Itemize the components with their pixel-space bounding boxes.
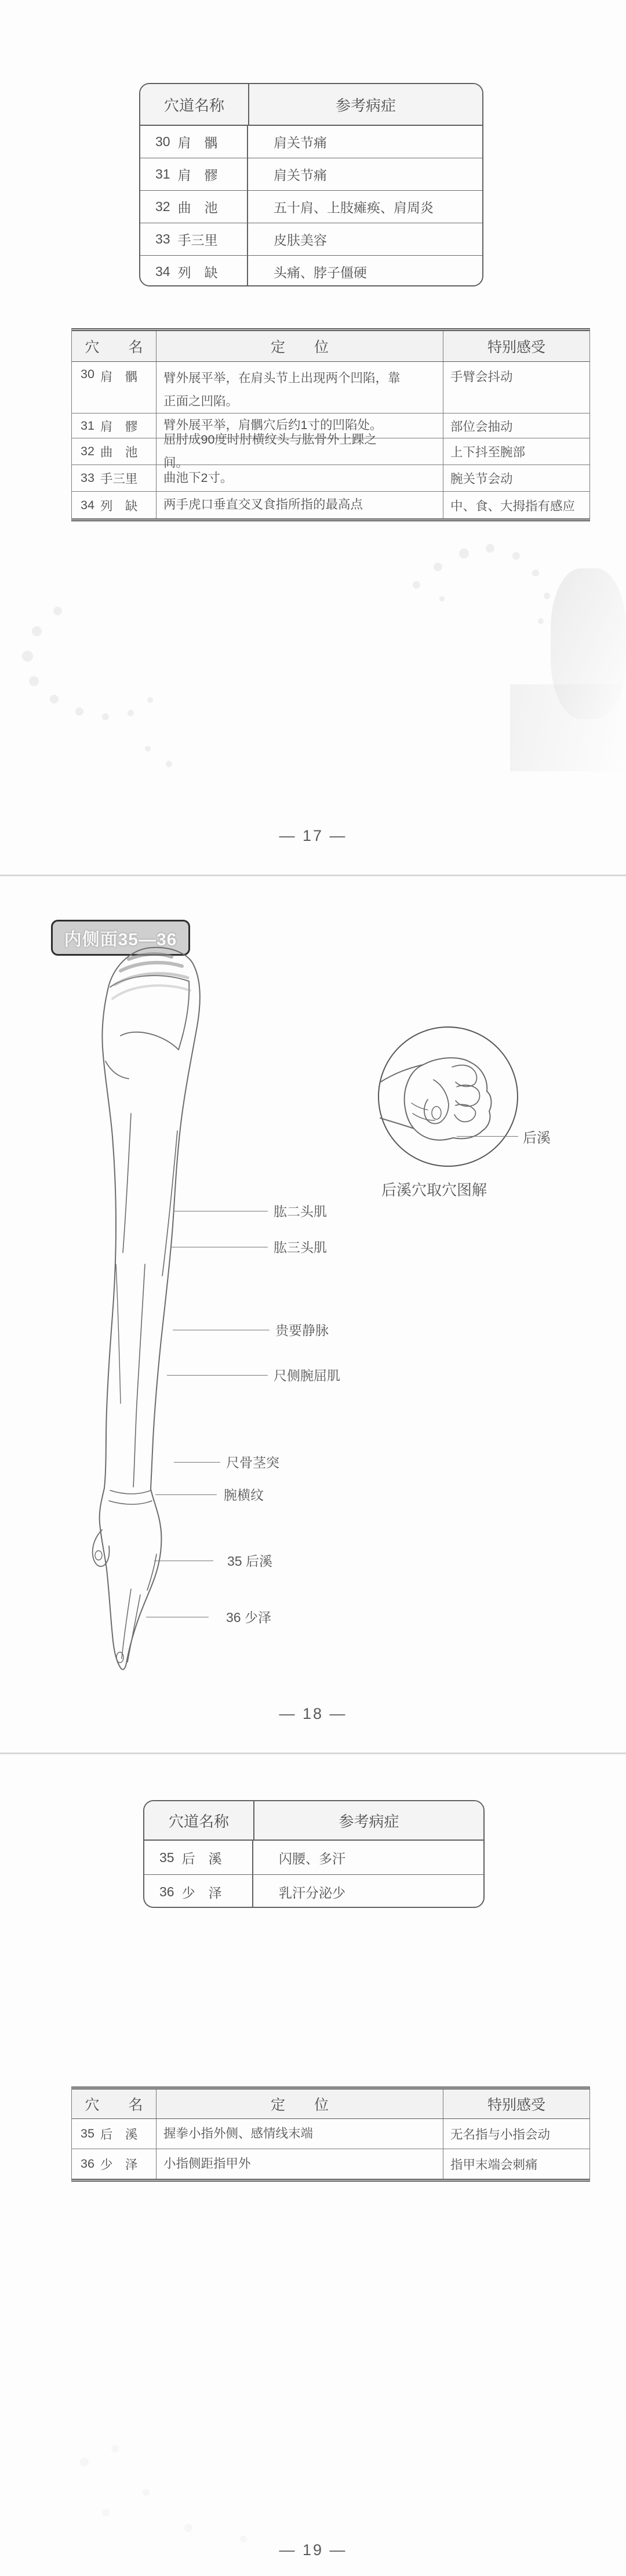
- decorative-dot: [111, 2445, 119, 2452]
- cell-feeling: 上下抖至腕部: [450, 445, 526, 459]
- leader-line-styloid: [174, 1462, 220, 1463]
- cell-point: [72, 438, 156, 465]
- cell-symptom: 头痛、脖子僵硬: [274, 265, 367, 280]
- point-name: 曲 池: [100, 445, 138, 459]
- decorative-dot: [434, 563, 442, 571]
- location-text: 臂外展平举，肩髃穴后约1寸的凹陷处。: [163, 418, 383, 433]
- cell-symptom: 闪腰、多汗: [279, 1851, 345, 1866]
- label-point-35-houxi: 35 后溪: [227, 1554, 272, 1569]
- page-18: [0, 876, 626, 1753]
- decorative-dot: [532, 569, 539, 576]
- decorative-dot: [166, 761, 172, 767]
- cell-feeling: 中、食、大拇指有感应: [450, 499, 576, 513]
- table-row: [72, 2119, 589, 2149]
- cell-point: [144, 1875, 253, 1908]
- page-number: — 18 —: [279, 1705, 347, 1722]
- header-cell-symptoms: 参考病症: [339, 1812, 399, 1830]
- cell-feeling: 指甲末端会刺痛: [450, 2158, 538, 2172]
- decorative-dot: [413, 581, 420, 589]
- point-number: 36: [81, 2157, 94, 2171]
- label-point-36-shaoze: 36 少泽: [226, 1610, 271, 1625]
- cell-location: [156, 362, 443, 413]
- table-row: [72, 2149, 589, 2179]
- decorative-dot: [486, 544, 494, 553]
- point-number: 34: [155, 264, 170, 279]
- table-row: [72, 465, 589, 492]
- location-text: 握拳小指外侧、感情线末端: [163, 2126, 314, 2140]
- point-number: 30: [81, 367, 94, 381]
- location-table-35-36: [71, 2087, 590, 2182]
- table-header-row: [72, 2089, 589, 2119]
- cell-location: [156, 492, 443, 518]
- header-cell-point-name: 穴 名: [72, 331, 156, 361]
- scan-artifact-wash: [510, 684, 626, 771]
- point-name: 肩 髎: [177, 168, 218, 183]
- decorative-dot: [184, 2524, 192, 2532]
- point-number: 32: [81, 444, 94, 458]
- location-text: 屈肘成90度时肘横纹头与肱骨外上踝之间。: [163, 432, 377, 470]
- cell-location: [156, 432, 443, 470]
- decorative-dot: [147, 697, 153, 703]
- label-basilic-vein: 贵要静脉: [275, 1323, 329, 1338]
- label-inset-houxi: 后溪: [523, 1130, 551, 1146]
- page-number: — 17 —: [279, 827, 347, 844]
- cell-feeling: 部位会抽动: [450, 419, 513, 434]
- leader-line-inset-houxi: [457, 1136, 518, 1137]
- point-number: 31: [81, 418, 94, 433]
- decorative-dot: [512, 552, 520, 560]
- arm-anatomy-drawing: [75, 939, 249, 1699]
- cell-point: [140, 191, 248, 223]
- symptom-table-35-36: [143, 1800, 485, 1908]
- section-badge: 内侧面35—36: [51, 920, 190, 956]
- label-wrist-crease: 腕横纹: [224, 1487, 264, 1503]
- cell-symptom: 肩关节痛: [274, 135, 327, 150]
- point-number: 32: [155, 199, 170, 214]
- location-table-30-34: [71, 328, 590, 521]
- cell-point: [72, 362, 156, 413]
- decorative-dot: [75, 708, 83, 716]
- point-number: 30: [155, 134, 170, 149]
- location-text: 曲池下2寸。: [163, 470, 233, 485]
- decorative-dot: [459, 549, 469, 558]
- point-name: 少 泽: [100, 2158, 138, 2172]
- cell-location: [156, 2149, 443, 2179]
- point-name: 手三里: [177, 233, 218, 248]
- point-name: 后 溪: [181, 1851, 222, 1866]
- header-cell-feeling: 特别感受: [487, 2097, 545, 2113]
- cell-location: [156, 465, 443, 491]
- decorative-dot: [29, 676, 39, 686]
- cell-point: [140, 256, 248, 286]
- decorative-dot: [143, 2489, 150, 2496]
- cell-point: [72, 492, 156, 518]
- point-name: 少 泽: [181, 1885, 222, 1900]
- point-number: 36: [159, 1884, 174, 1899]
- cell-point: [140, 223, 248, 255]
- header-cell-feeling: 特别感受: [487, 339, 545, 355]
- decorative-dot: [145, 746, 151, 752]
- point-number: 33: [155, 231, 170, 246]
- point-name: 肩 髃: [177, 135, 218, 150]
- cell-location: [156, 2119, 443, 2149]
- point-number: 35: [159, 1849, 174, 1865]
- point-name: 肩 髃: [100, 370, 138, 384]
- decorative-dot: [22, 651, 33, 662]
- fist-drawing: [378, 1026, 516, 1164]
- table-row: [140, 126, 482, 158]
- table-header-row: [72, 331, 589, 362]
- label-flexor-carpi-ulnaris: 尺侧腕屈肌: [274, 1368, 340, 1383]
- header-cell-point-name: 穴 名: [72, 2089, 156, 2118]
- table-row: [140, 158, 482, 191]
- header-cell-symptoms: 参考病症: [335, 96, 396, 114]
- table-row: [140, 256, 482, 286]
- cell-symptom: 乳汗分泌少: [279, 1885, 345, 1900]
- table-header-row: [140, 84, 482, 126]
- cell-feeling: 手臂会抖动: [450, 370, 513, 384]
- page-number: — 19 —: [279, 2541, 347, 2559]
- decorative-dot: [32, 626, 42, 636]
- cell-feeling: 无名指与小指会动: [450, 2128, 551, 2142]
- table-row: [140, 223, 482, 256]
- label-biceps: 肱二头肌: [274, 1204, 327, 1219]
- decorative-dot: [538, 618, 544, 624]
- location-text: 两手虎口垂直交叉食指所指的最高点: [163, 498, 363, 512]
- table-header-row: [144, 1801, 483, 1841]
- point-name: 手三里: [100, 472, 138, 486]
- leader-line-crease: [155, 1494, 217, 1495]
- header-cell-point-name: 穴道名称: [144, 1801, 254, 1840]
- cell-symptom: 肩关节痛: [274, 168, 327, 183]
- leader-line-flexor: [167, 1375, 268, 1376]
- table-row: [144, 1875, 483, 1908]
- cell-point: [72, 413, 156, 438]
- cell-point: [140, 126, 248, 158]
- cell-symptom: 五十肩、上肢瘫痪、肩周炎: [274, 200, 434, 215]
- point-number: 35: [81, 2127, 94, 2140]
- page-17: [0, 0, 626, 875]
- location-text: 小指侧距指甲外: [163, 2156, 251, 2171]
- table-row: [140, 191, 482, 223]
- cell-feeling: 腕关节会动: [450, 472, 513, 486]
- cell-point: [72, 2149, 156, 2179]
- cell-point: [140, 158, 248, 190]
- table-row: [72, 492, 589, 518]
- decorative-dot: [50, 695, 59, 703]
- label-triceps: 肱三头肌: [274, 1240, 327, 1255]
- header-cell-location: 定 位: [156, 331, 443, 361]
- inset-caption: 后溪穴取穴图解: [381, 1181, 487, 1199]
- table-row: [72, 362, 589, 413]
- decorative-dot: [102, 713, 109, 720]
- point-name: 列 缺: [177, 265, 218, 280]
- decorative-dot: [80, 2458, 89, 2466]
- cell-point: [72, 465, 156, 491]
- point-name: 肩 髎: [100, 419, 138, 434]
- decorative-dot: [102, 2509, 110, 2516]
- page-19: [0, 1754, 626, 2576]
- label-ulnar-styloid: 尺骨茎突: [226, 1455, 279, 1470]
- point-number: 34: [81, 498, 94, 512]
- location-text: 臂外展平举，在肩头节上出现两个凹陷，靠正面之凹陷。: [163, 371, 401, 408]
- point-name: 列 缺: [100, 499, 138, 513]
- decorative-dot: [53, 607, 62, 615]
- cell-symptom: 皮肤美容: [274, 233, 327, 248]
- decorative-dot: [544, 593, 550, 599]
- scan-artifact-wash: [551, 568, 626, 719]
- cell-point: [72, 2119, 156, 2149]
- point-number: 33: [81, 471, 94, 485]
- table-row: [144, 1841, 483, 1875]
- header-cell-point-name: 穴道名称: [140, 84, 249, 125]
- cell-point: [144, 1841, 253, 1874]
- header-cell-location: 定 位: [156, 2089, 443, 2118]
- table-row: [72, 432, 589, 470]
- point-number: 31: [155, 166, 170, 182]
- decorative-dot: [128, 710, 134, 716]
- point-name: 后 溪: [100, 2128, 138, 2142]
- decorative-dot: [439, 596, 445, 601]
- point-name: 曲 池: [177, 200, 218, 215]
- symptom-table-30-34: [139, 83, 483, 286]
